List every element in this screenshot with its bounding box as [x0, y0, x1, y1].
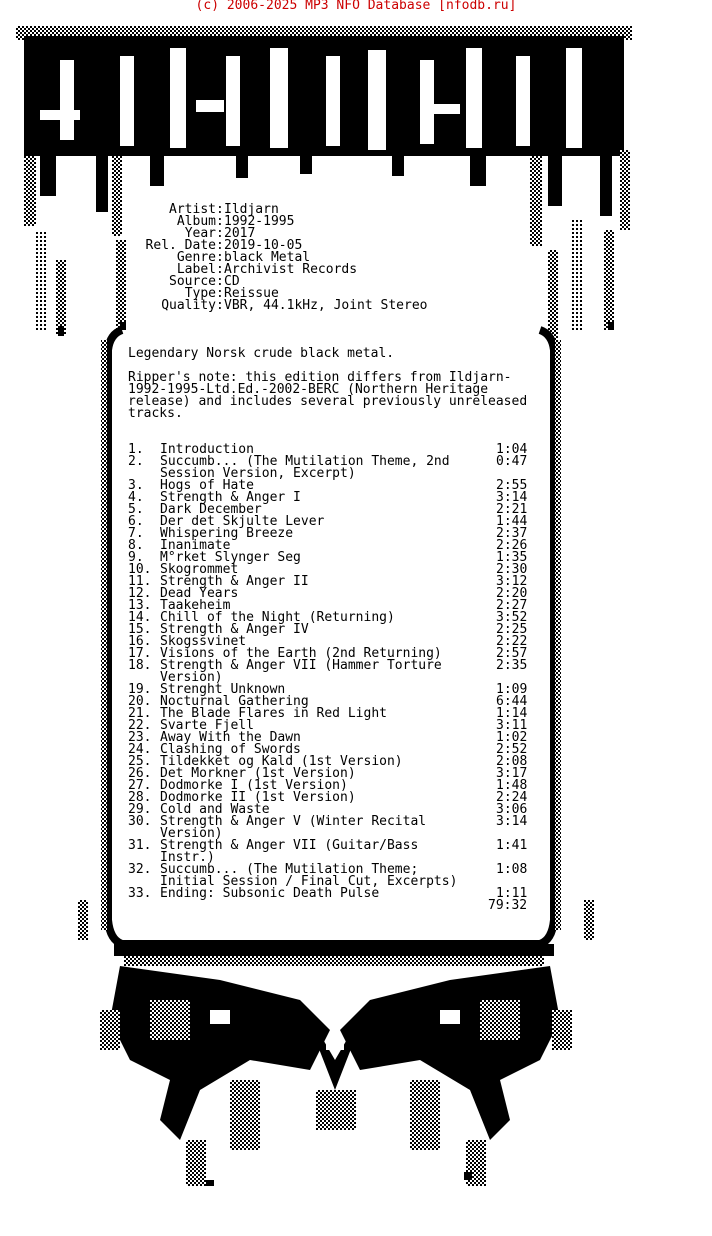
info-separator: :	[216, 298, 224, 313]
track-duration: 2:26	[496, 538, 528, 553]
track-number: 5.	[128, 502, 144, 517]
track-duration: 2:25	[496, 622, 528, 637]
track-number: 8.	[128, 538, 144, 553]
info-separator: :	[216, 226, 224, 241]
track-title: Dark December	[160, 502, 262, 517]
track-title: Succumb... (The Mutilation Theme; Initial Session / Final Cut, Excerpts)	[160, 862, 458, 889]
track-duration: 1:35	[496, 550, 528, 565]
track-number: 32.	[128, 862, 152, 877]
track-duration: 2:57	[496, 646, 528, 661]
track-title: Strength & Anger I	[160, 490, 301, 505]
track-title: Tildekket og Kald (1st Version)	[160, 754, 403, 769]
track-duration: 1:11	[496, 886, 528, 901]
info-label: Quality	[161, 298, 216, 313]
track-number: 27.	[128, 778, 152, 793]
track-duration: 1:48	[496, 778, 528, 793]
track-number: 19.	[128, 682, 152, 697]
track-duration: 1:41	[496, 838, 528, 853]
track-title: Introduction	[160, 442, 254, 457]
info-separator: :	[216, 214, 224, 229]
track-number: 1.	[128, 442, 144, 457]
track-title: Clashing of Swords	[160, 742, 301, 757]
track-number: 26.	[128, 766, 152, 781]
track-number: 12.	[128, 586, 152, 601]
info-value: VBR, 44.1kHz, Joint Stereo	[224, 298, 428, 313]
track-duration: 3:52	[496, 610, 528, 625]
track-duration: 1:09	[496, 682, 528, 697]
track-title: Strength & Anger VII (Guitar/Bass Instr.)	[160, 838, 427, 865]
track-duration: 2:52	[496, 742, 528, 757]
track-duration: 2:21	[496, 502, 528, 517]
track-number: 18.	[128, 658, 152, 673]
track-duration: 1:14	[496, 706, 528, 721]
track-duration: 3:12	[496, 574, 528, 589]
track-title: Strength & Anger VII (Hammer Torture Version)	[160, 658, 450, 685]
info-label: Album	[176, 214, 216, 229]
track-duration: 6:44	[496, 694, 528, 709]
track-title: Away With the Dawn	[160, 730, 301, 745]
track-number: 30.	[128, 814, 152, 829]
info-value: 2017	[224, 226, 256, 241]
track-title: Cold and Waste	[160, 802, 270, 817]
track-duration: 2:22	[496, 634, 528, 649]
track-duration: 2:20	[496, 586, 528, 601]
info-separator: :	[216, 202, 224, 217]
track-title: Hogs of Hate	[160, 478, 254, 493]
track-duration: 2:27	[496, 598, 528, 613]
track-title: Strength & Anger II	[160, 574, 309, 589]
info-separator: :	[216, 286, 224, 301]
tracklist	[128, 444, 532, 900]
track-duration: 3:14	[496, 490, 528, 505]
info-value: Reissue	[224, 286, 279, 301]
track-title: Nocturnal Gathering	[160, 694, 309, 709]
track-number: 21.	[128, 706, 152, 721]
track-title: Ending: Subsonic Death Pulse	[160, 886, 380, 901]
info-value: 1992-1995	[224, 214, 295, 229]
info-separator: :	[216, 262, 224, 277]
info-separator: :	[216, 238, 224, 253]
track-title: The Blade Flares in Red Light	[160, 706, 387, 721]
info-label: Genre	[176, 250, 216, 265]
track-title: Visions of the Earth (2nd Returning)	[160, 646, 442, 661]
track-title: Dead Years	[160, 586, 239, 601]
track-duration: 3:14	[496, 814, 528, 829]
track-number: 9.	[128, 550, 144, 565]
track-row	[128, 456, 532, 480]
track-title: Strenght Unknown	[160, 682, 286, 697]
track-title: M°rket Slynger Seg	[160, 550, 301, 565]
track-title: Det Morkner (1st Version)	[160, 766, 356, 781]
track-duration: 1:08	[496, 862, 528, 877]
info-label: Source	[169, 274, 216, 289]
info-label: Artist	[169, 202, 216, 217]
track-duration: 2:37	[496, 526, 528, 541]
track-number: 13.	[128, 598, 152, 613]
track-title: Svarte Fjell	[160, 718, 254, 733]
track-number: 17.	[128, 646, 152, 661]
track-duration: 1:04	[496, 442, 528, 457]
info-value: 2019-10-05	[224, 238, 303, 253]
track-row	[128, 864, 532, 888]
info-row	[120, 300, 428, 312]
bottom-ornament	[100, 944, 572, 1186]
track-row	[128, 840, 532, 864]
track-title: Strength & Anger IV	[160, 622, 309, 637]
info-label: Label	[176, 262, 216, 277]
track-title: Succumb... (The Mutilation Theme, 2nd Session Version, Excerpt)	[160, 454, 458, 481]
track-title: Strength & Anger V (Winter Recital Version)	[160, 814, 434, 841]
track-number: 33.	[128, 886, 152, 901]
track-duration: 1:44	[496, 514, 528, 529]
track-duration: 2:55	[496, 478, 528, 493]
track-title: Chill of the Night (Returning)	[160, 610, 395, 625]
info-label: Type	[184, 286, 216, 301]
track-title: Whispering Breeze	[160, 526, 294, 541]
track-title: Inanimate	[160, 538, 231, 553]
info-label: Rel. Date	[145, 238, 216, 253]
info-value: CD	[224, 274, 240, 289]
track-number: 10.	[128, 562, 152, 577]
info-label: Year	[184, 226, 216, 241]
info-separator: :	[216, 274, 224, 289]
track-number: 3.	[128, 478, 144, 493]
track-duration: 2:24	[496, 790, 528, 805]
ripper-note: Ripper's note: this edition differs from Ildjarn-1992-1995-Ltd.Ed.-2002-BERC (Northern Heritage release) and includes several previously unreleased tracks.	[128, 370, 535, 421]
track-row	[128, 888, 532, 900]
track-title: Skogssvinet	[160, 634, 247, 649]
info-row	[120, 216, 428, 228]
track-title: Taakeheim	[160, 598, 231, 613]
track-number: 31.	[128, 838, 152, 853]
info-value: Archivist Records	[224, 262, 358, 277]
track-title: Dodmorke II (1st Version)	[160, 790, 356, 805]
track-number: 11.	[128, 574, 152, 589]
track-duration: 2:30	[496, 562, 528, 577]
info-value: black Metal	[224, 250, 311, 265]
track-title: Der det Skjulte Lever	[160, 514, 325, 529]
track-number: 7.	[128, 526, 144, 541]
release-info	[120, 204, 428, 312]
track-duration: 3:06	[496, 802, 528, 817]
track-number: 22.	[128, 718, 152, 733]
track-number: 24.	[128, 742, 152, 757]
track-number: 2.	[128, 454, 144, 469]
track-duration: 1:02	[496, 730, 528, 745]
track-duration: 3:17	[496, 766, 528, 781]
track-number: 29.	[128, 802, 152, 817]
track-number: 28.	[128, 790, 152, 805]
track-duration: 3:11	[496, 718, 528, 733]
track-title: Dodmorke I (1st Version)	[160, 778, 348, 793]
info-separator: :	[216, 250, 224, 265]
track-duration: 2:35	[496, 658, 528, 673]
track-duration: 2:08	[496, 754, 528, 769]
track-number: 23.	[128, 730, 152, 745]
track-row	[128, 816, 532, 840]
track-number: 20.	[128, 694, 152, 709]
track-number: 4.	[128, 490, 144, 505]
track-number: 15.	[128, 622, 152, 637]
info-value: Ildjarn	[224, 202, 279, 217]
total-time: 79:32	[488, 898, 528, 913]
info-row	[120, 264, 428, 276]
track-number: 16.	[128, 634, 152, 649]
track-title: Skogrommet	[160, 562, 239, 577]
copyright-banner: (c) 2006-2025 MP3 NFO Database [nfodb.ru]	[195, 0, 517, 13]
track-number: 25.	[128, 754, 152, 769]
description: Legendary Norsk crude black metal.	[128, 346, 395, 361]
track-row	[128, 660, 532, 684]
track-duration: 0:47	[496, 454, 528, 469]
track-number: 6.	[128, 514, 144, 529]
track-number: 14.	[128, 610, 152, 625]
